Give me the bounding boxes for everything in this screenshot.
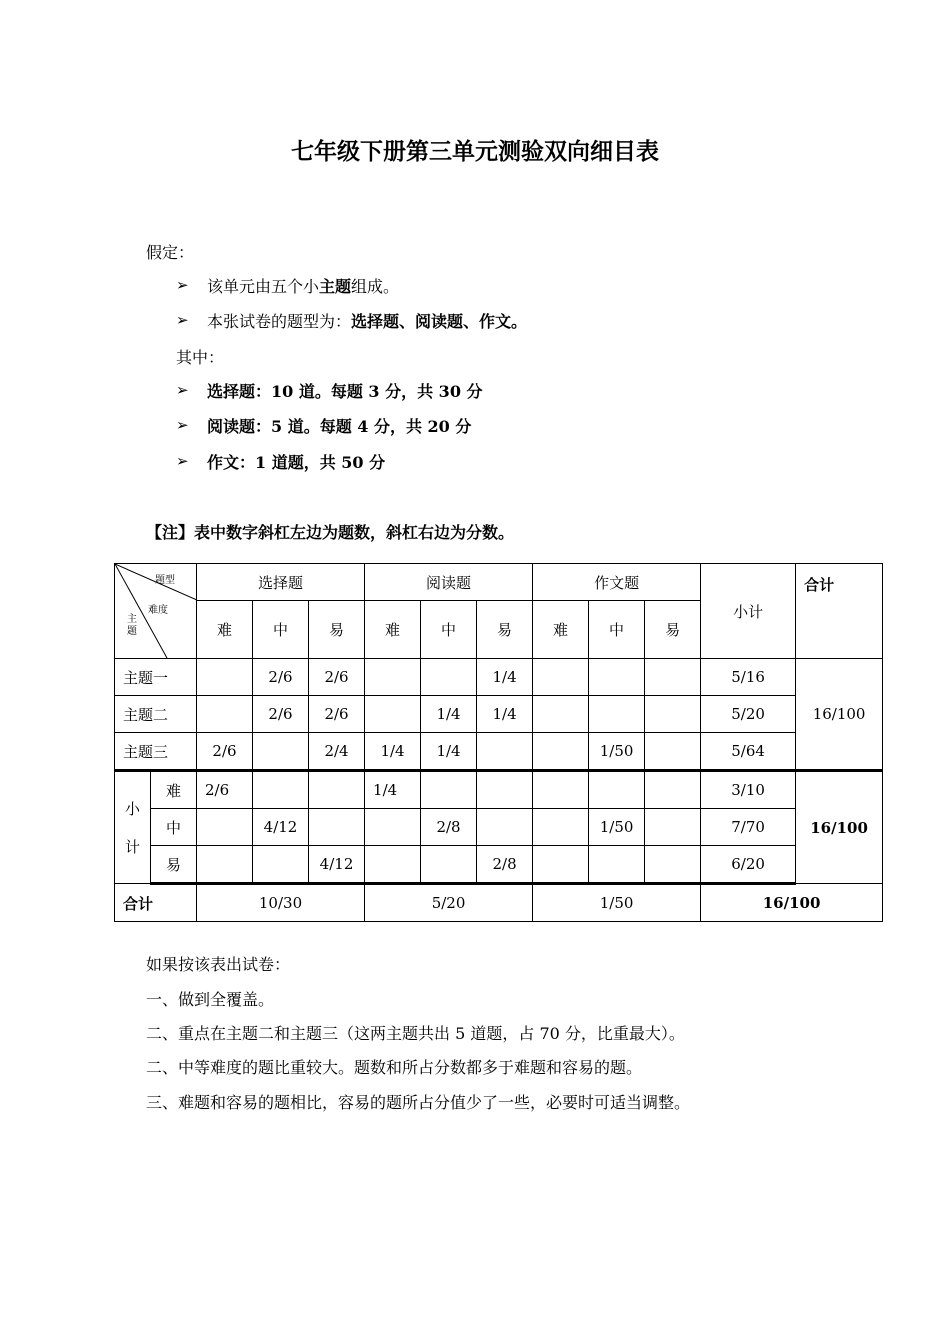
table-cell bbox=[533, 771, 589, 809]
table-cell bbox=[533, 696, 589, 733]
table-cell bbox=[421, 771, 477, 809]
difficulty-label: 中 bbox=[151, 809, 197, 846]
bullet-item bbox=[207, 274, 399, 297]
bullet-text: 该单元由五个小 bbox=[207, 277, 320, 296]
table-cell bbox=[533, 846, 589, 884]
table-cell bbox=[645, 696, 701, 733]
table-cell bbox=[309, 809, 365, 846]
table-cell: 4/12 bbox=[253, 809, 309, 846]
table-cell bbox=[197, 659, 253, 696]
among-label: 其中： bbox=[176, 348, 225, 367]
type-bullet-choice: 选择题：10 道。每题 3 分，共 30 分 bbox=[207, 382, 483, 401]
corner-topic-label: 主题 bbox=[127, 614, 137, 637]
table-row bbox=[115, 659, 883, 696]
topic-total: 16/100 bbox=[796, 659, 883, 771]
topic-label: 主题二 bbox=[115, 696, 197, 733]
table-cell bbox=[645, 809, 701, 846]
assumption-label: 假定： bbox=[146, 243, 195, 262]
group-header-choice: 选择题 bbox=[197, 564, 365, 601]
type-bullet-essay: 作文：1 道题，共 50 分 bbox=[207, 453, 386, 472]
table-cell bbox=[421, 846, 477, 884]
total-header: 合计 bbox=[796, 564, 883, 659]
table-cell bbox=[533, 659, 589, 696]
bullet-bold: 主题 bbox=[319, 277, 352, 296]
table-cell bbox=[309, 771, 365, 809]
table-cell bbox=[197, 846, 253, 884]
table-cell: 1/50 bbox=[589, 733, 645, 771]
table-cell bbox=[253, 771, 309, 809]
table-cell: 2/6 bbox=[253, 696, 309, 733]
difficulty-header: 中 bbox=[589, 601, 645, 659]
footer-grand-total: 16/100 bbox=[701, 884, 883, 922]
difficulty-header: 难 bbox=[533, 601, 589, 659]
table-cell: 1/4 bbox=[477, 696, 533, 733]
table-cell: 1/4 bbox=[477, 659, 533, 696]
table-cell bbox=[533, 809, 589, 846]
arrow-bullet-icon: ➢ bbox=[176, 452, 189, 470]
table-row bbox=[115, 733, 883, 771]
page-title: 七年级下册第三单元测验双向细目表 bbox=[291, 139, 659, 165]
footer-label: 合计 bbox=[115, 884, 197, 922]
table-cell bbox=[365, 809, 421, 846]
conclusion-item: 二、重点在主题二和主题三（这两主题共出 5 道题，占 70 分，比重最大）。 bbox=[146, 1024, 685, 1043]
table-cell: 1/4 bbox=[365, 771, 421, 809]
difficulty-header: 难 bbox=[365, 601, 421, 659]
table-cell: 2/4 bbox=[309, 733, 365, 771]
table-cell: 2/6 bbox=[197, 733, 253, 771]
bullet-after: 组成。 bbox=[351, 277, 400, 296]
difficulty-header: 中 bbox=[421, 601, 477, 659]
table-note: 【注】表中数字斜杠左边为题数，斜杠右边为分数。 bbox=[146, 523, 515, 542]
table-cell bbox=[533, 733, 589, 771]
table-cell bbox=[477, 771, 533, 809]
table-cell: 2/6 bbox=[197, 771, 253, 809]
row-subtotal: 5/20 bbox=[701, 696, 796, 733]
difficulty-header: 中 bbox=[253, 601, 309, 659]
type-bullet-reading: 阅读题：5 道。每题 4 分，共 20 分 bbox=[207, 417, 472, 436]
table-cell bbox=[421, 659, 477, 696]
table-cell bbox=[365, 659, 421, 696]
corner-difficulty-label: 难度 bbox=[148, 605, 168, 616]
topic-label: 主题一 bbox=[115, 659, 197, 696]
table-cell bbox=[589, 771, 645, 809]
subtotal-group-char: 计 bbox=[124, 837, 140, 856]
table-cell bbox=[365, 696, 421, 733]
table-cell bbox=[645, 733, 701, 771]
table-cell: 2/6 bbox=[253, 659, 309, 696]
row-subtotal: 3/10 bbox=[701, 771, 796, 809]
difficulty-header: 易 bbox=[477, 601, 533, 659]
bullet-item bbox=[207, 309, 527, 332]
bullet-text: 本张试卷的题型为： bbox=[207, 312, 352, 331]
table-row bbox=[115, 771, 883, 809]
footer-reading-total: 5/20 bbox=[365, 884, 533, 922]
bullet-bold: 选择题、阅读题、作文。 bbox=[351, 312, 528, 331]
table-cell bbox=[365, 846, 421, 884]
table-cell: 2/8 bbox=[477, 846, 533, 884]
table-footer-row bbox=[115, 884, 883, 922]
arrow-bullet-icon: ➢ bbox=[176, 416, 189, 434]
difficulty-label: 难 bbox=[151, 771, 197, 809]
group-header-essay: 作文题 bbox=[533, 564, 701, 601]
table-cell bbox=[253, 846, 309, 884]
row-subtotal: 5/16 bbox=[701, 659, 796, 696]
conclusion-intro: 如果按该表出试卷： bbox=[146, 955, 291, 974]
table-cell bbox=[477, 733, 533, 771]
conclusion-item: 三、难题和容易的题相比，容易的题所占分值少了一些，必要时可适当调整。 bbox=[146, 1093, 691, 1112]
table-row bbox=[115, 696, 883, 733]
table-cell bbox=[197, 696, 253, 733]
table-cell bbox=[589, 696, 645, 733]
row-subtotal: 7/70 bbox=[701, 809, 796, 846]
difficulty-header: 易 bbox=[645, 601, 701, 659]
arrow-bullet-icon: ➢ bbox=[176, 311, 189, 329]
table-cell: 1/50 bbox=[589, 809, 645, 846]
row-subtotal: 6/20 bbox=[701, 846, 796, 884]
conclusion-item: 一、做到全覆盖。 bbox=[146, 990, 275, 1009]
table-cell bbox=[645, 659, 701, 696]
table-row bbox=[115, 809, 883, 846]
difficulty-label: 易 bbox=[151, 846, 197, 884]
group-header-reading: 阅读题 bbox=[365, 564, 533, 601]
table-cell: 1/4 bbox=[421, 696, 477, 733]
table-row bbox=[115, 846, 883, 884]
footer-choice-total: 10/30 bbox=[197, 884, 365, 922]
difficulty-header: 难 bbox=[197, 601, 253, 659]
arrow-bullet-icon: ➢ bbox=[176, 381, 189, 399]
table-cell: 2/6 bbox=[309, 659, 365, 696]
corner-header bbox=[115, 564, 197, 659]
table-cell: 1/4 bbox=[421, 733, 477, 771]
topic-label: 主题三 bbox=[115, 733, 197, 771]
table-cell: 2/8 bbox=[421, 809, 477, 846]
difficulty-total: 16/100 bbox=[796, 771, 883, 884]
table-cell bbox=[477, 809, 533, 846]
table-cell: 2/6 bbox=[309, 696, 365, 733]
specification-table bbox=[114, 563, 883, 922]
footer-essay-total: 1/50 bbox=[533, 884, 701, 922]
table-cell bbox=[197, 809, 253, 846]
table-cell bbox=[645, 771, 701, 809]
subtotal-header: 小计 bbox=[701, 564, 796, 659]
difficulty-header: 易 bbox=[309, 601, 365, 659]
subtotal-group-char: 小 bbox=[124, 799, 140, 818]
table-cell bbox=[645, 846, 701, 884]
table-cell bbox=[589, 659, 645, 696]
corner-type-label: 题型 bbox=[155, 575, 175, 586]
subtotal-group-label bbox=[115, 771, 151, 884]
row-subtotal: 5/64 bbox=[701, 733, 796, 771]
table-cell: 4/12 bbox=[309, 846, 365, 884]
arrow-bullet-icon: ➢ bbox=[176, 276, 189, 294]
conclusion-item: 二、中等难度的题比重较大。题数和所占分数都多于难题和容易的题。 bbox=[146, 1058, 643, 1077]
table-cell bbox=[253, 733, 309, 771]
table-cell bbox=[589, 846, 645, 884]
table-cell: 1/4 bbox=[365, 733, 421, 771]
